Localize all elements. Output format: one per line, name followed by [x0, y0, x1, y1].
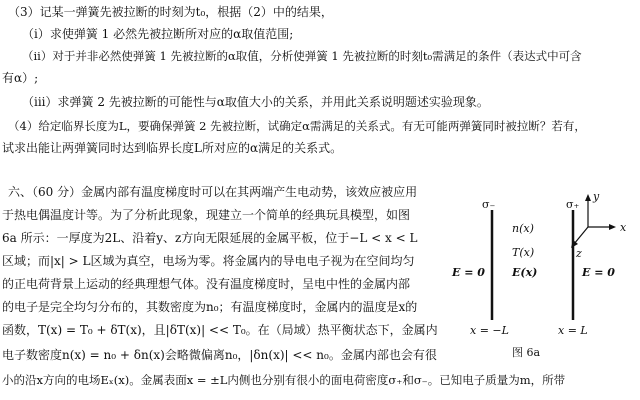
problem-6-line-1: 六、（60 分）金属内部有温度梯度时可以在其两端产生电动势，该效应被应用	[8, 185, 418, 199]
problem-6-line-4: 区域；而|x| > L区域为真空，电场为零。将金属内的导电电子视为在空间均匀	[2, 254, 415, 268]
E-right-label: E = 0	[582, 266, 615, 279]
n-label: n(x)	[512, 222, 534, 235]
sigma-plus-label: σ₊	[566, 198, 580, 211]
question-3-ii-continuation: 有α）;	[2, 71, 39, 85]
E-left-label: E = 0	[452, 266, 485, 279]
problem-6-line-3: 6a 所示：一厚度为2L、沿着y、z方向无限延展的金属平板，位于−L < x < L	[2, 231, 418, 245]
x-L-label: x = L	[558, 324, 588, 337]
problem-6-line-2: 于热电偶温度计等。为了分析此现象，现建立一个简单的经典玩具模型，如图	[2, 208, 411, 222]
question-4: （4）给定临界长度为L，要确保弹簧 2 先被拉断，试确定α需满足的关系式。有无可能两弹簧同时被拉断？若有，	[8, 119, 586, 133]
problem-6-line-7: 函数，T(x) = T₀ + δT(x)，且|δT(x)| << T₀。在（局域）热平衡状态下，金属内	[2, 323, 438, 337]
E-mid-label: E(x)	[512, 266, 538, 279]
question-3-iii: （iii）求弹簧 2 先被拉断的可能性与α取值大小的关系，并用此关系说明题述实验现象。	[22, 95, 489, 109]
question-4-continuation: 试求出能让两弹簧同时达到临界长度L所对应的α满足的关系式。	[2, 141, 343, 155]
problem-6-line-5: 的正电荷背景上运动的经典理想气体。没有温度梯度时，呈电中性的金属内部	[2, 277, 411, 291]
z-axis-label: z	[576, 247, 582, 260]
x-axis-label: x	[620, 221, 627, 234]
problem-6-line-6: 的电子是完全均匀分布的，其数密度为n₀；有温度梯度时，金属内的温度是x的	[2, 300, 418, 314]
problem-6-line-8: 电子数密度n(x) = n₀ + δn(x)会略微偏离n₀，|δn(x)| << n₀。金属内部也会有很	[2, 348, 437, 362]
figure-6a	[440, 180, 640, 370]
T-label: T(x)	[512, 246, 535, 259]
question-3-i: （i）求使弹簧 1 必然先被拉断所对应的α取值范围;	[22, 27, 294, 41]
x-minus-L-label: x = −L	[470, 324, 509, 337]
problem-6-line-9: 小的沿x方向的电场Eₓ(x)。金属表面x = ±L内侧也分别有很小的面电荷密度σ₊和σ₋。已知电子质量为m，所带	[2, 373, 566, 387]
sigma-minus-label: σ₋	[482, 198, 496, 211]
question-3-ii: （ii）对于并非必然使弹簧 1 先被拉断的α取值，分析使弹簧 1 先被拉断的时刻t₀需满足的条件（表达式中可含	[22, 49, 582, 63]
question-3-intro: （3）记某一弹簧先被拉断的时刻为t₀，根据（2）中的结果，	[8, 5, 333, 19]
y-axis-label: y	[593, 190, 600, 203]
figure-caption: 图 6a	[512, 346, 541, 359]
